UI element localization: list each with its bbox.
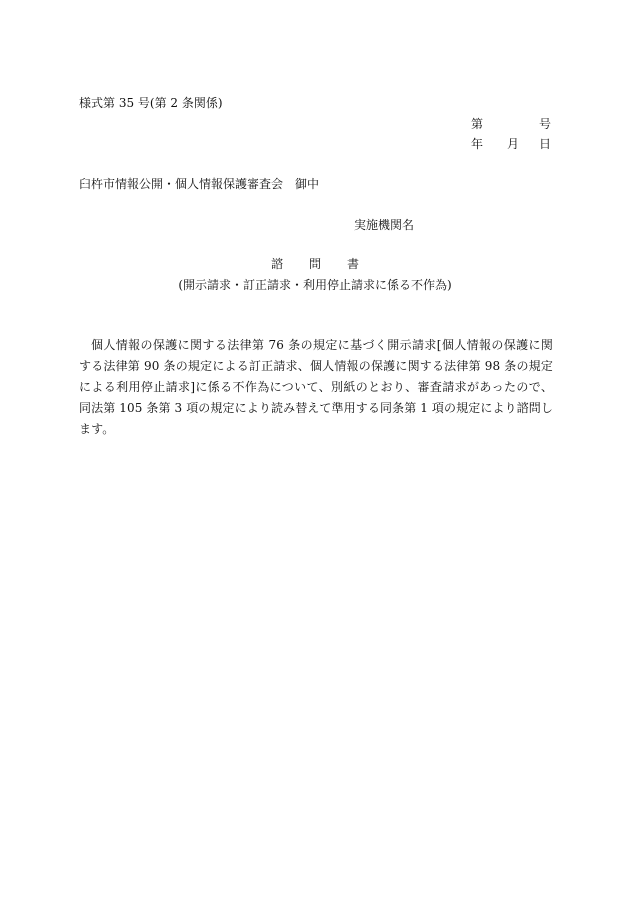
- title-char: 問: [308, 257, 321, 271]
- date-year: 年: [471, 137, 484, 151]
- document-title: [0, 258, 630, 270]
- date-day: 日: [538, 137, 551, 151]
- title-char: 書: [347, 257, 360, 271]
- agency-name-label: 実施機関名: [354, 218, 415, 232]
- date-month: 月: [507, 137, 520, 151]
- form-number: 様式第 35 号(第 2 条関係): [79, 96, 223, 110]
- body-paragraph: 個人情報の保護に関する法律第 76 条の規定に基づく開示請求[個人情報の保護に関する法律第 90 条の規定による訂正請求、個人情報の保護に関する法律第 98 条の規定による利用停止請求]に係る不作為について、別紙のとおり、審査請求があったので、同法第 105 条第 3 項の規定により読み替えて準用する同条第 1 項の規定により諮問します。: [79, 338, 553, 436]
- addressee: [79, 178, 319, 190]
- document-subtitle: (開示請求・訂正請求・利用停止請求に係る不作為): [178, 278, 452, 292]
- title-char: 諮: [270, 257, 283, 271]
- document-number-prefix: 第: [471, 117, 484, 131]
- addressee-honorific: 御中: [295, 177, 320, 191]
- document-number-suffix: 号: [538, 117, 551, 131]
- addressee-name: 臼杵市情報公開・個人情報保護審査会: [79, 177, 284, 191]
